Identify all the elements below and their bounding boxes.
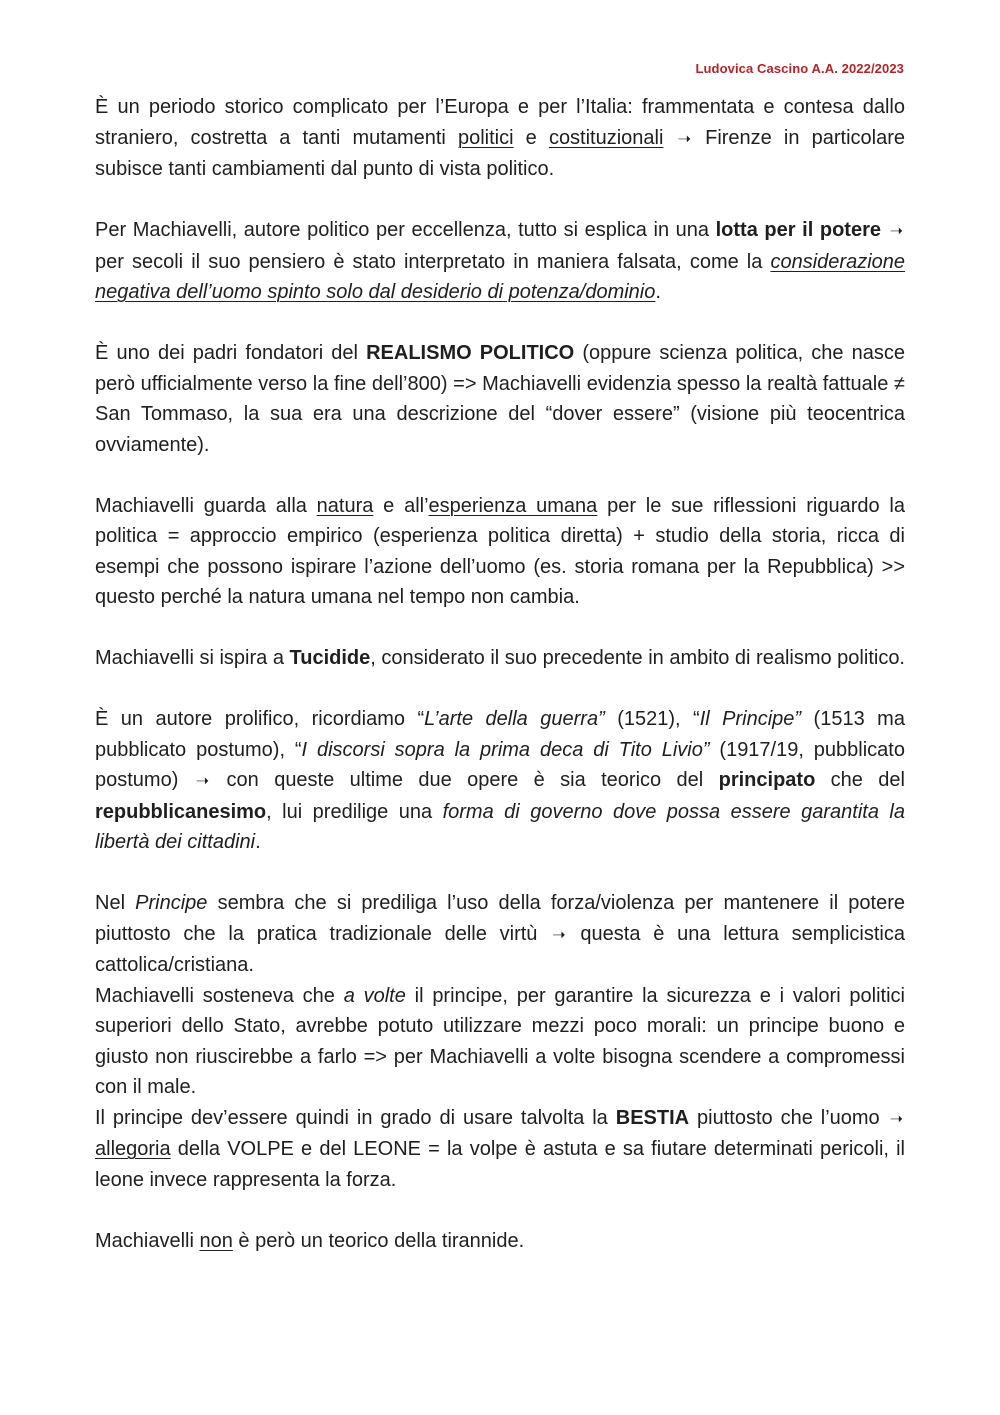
text: il principe, per garantire la sicurezza e i valori politici superiori dello Stato, avrebbe potuto utilizzare mezzi poco morali: un principe buono e giusto non riuscirebbe a farlo => per Machiavelli a volte bisogna scendere a compromessi con il male. — [95, 984, 905, 1098]
document-body — [95, 92, 905, 1256]
italic-text: I discorsi sopra la prima deca di Tito Livio” — [301, 738, 710, 761]
text: piuttosto che l’uomo — [689, 1106, 888, 1129]
text: sembra che si prediliga l’uso della forza/violenza per mantenere il potere piuttosto che la pratica tradizionale delle virtù — [95, 892, 905, 945]
italic-text: a volte — [343, 984, 406, 1007]
text: che del — [815, 769, 905, 791]
text: (1917/19, pubblicato postumo) — [95, 738, 905, 791]
text: . — [655, 281, 661, 303]
text: (1521), “ — [604, 708, 700, 730]
text: Machiavelli sosteneva che — [95, 984, 344, 1007]
bold-text: REALISMO POLITICO — [366, 342, 575, 364]
text: Per Machiavelli, autore politico per eccellenza, tutto si esplica in una — [95, 219, 716, 241]
paragraph-7 — [95, 888, 905, 981]
paragraph-9 — [95, 1103, 905, 1196]
text: , considerato il suo precedente in ambito di realismo politico. — [370, 647, 905, 669]
text: (1513 ma pubblicato postumo), “ — [95, 708, 905, 761]
underlined-italic-text: considerazione negativa dell’uomo spinto solo dal desiderio di potenza/dominio — [95, 250, 905, 303]
text: per secoli il suo pensiero è stato interpretato in maniera falsata, come la — [95, 250, 771, 273]
underlined-text: non — [199, 1229, 233, 1252]
text: della VOLPE e del LEONE = la volpe è astuta e sa fiutare determinati pericoli, il leone invece rappresenta la forza. — [95, 1138, 905, 1191]
text: Il principe dev’essere quindi in grado di usare talvolta la — [95, 1106, 616, 1129]
arrow-icon: ➝ — [552, 924, 566, 944]
underlined-text: esperienza umana — [428, 494, 598, 517]
text: con queste ultime due opere è sia teorico del — [211, 769, 719, 791]
arrow-icon: ➝ — [889, 1108, 904, 1128]
text: Machiavelli si ispira a — [95, 647, 290, 669]
text: . — [255, 831, 261, 853]
bold-text: lotta per il potere — [715, 219, 881, 241]
text: È un autore prolifico, ricordiamo “ — [95, 708, 425, 730]
paragraph-6 — [95, 704, 905, 858]
page-header: Ludovica Cascino A.A. 2022/2023 — [695, 61, 904, 76]
text: , lui predilige una — [266, 800, 443, 823]
text: per le sue riflessioni riguardo la politica = approccio empirico (esperienza politica diretta) + studio della storia, ricca di esempi che possono ispirare l’azione dell’uomo (es. storia romana per la Repubblica) >> questo perché la natura umana nel tempo non cambia. — [95, 494, 905, 608]
italic-text: Il Principe” — [699, 708, 802, 730]
not-equal-symbol: ≠ — [894, 372, 905, 395]
italic-text: L’arte della guerra” — [424, 708, 605, 730]
bold-text: BESTIA — [615, 1106, 690, 1129]
text: questa è una lettura semplicistica cattolica/cristiana. — [95, 922, 905, 976]
underlined-text: natura — [316, 494, 374, 517]
paragraph-3 — [95, 338, 905, 460]
italic-text: forma di governo dove possa essere garantita la libertà dei cittadini — [95, 800, 905, 853]
text: e all’ — [373, 494, 429, 517]
paragraph-1 — [95, 92, 905, 185]
text: È un periodo storico complicato per l’Europa e per l’Italia: frammentata e contesa dallo straniero, costretta a tanti mutamenti — [95, 96, 905, 149]
arrow-icon: ➝ — [889, 221, 903, 240]
arrow-icon: ➝ — [677, 128, 691, 148]
paragraph-5 — [95, 643, 905, 674]
text: È uno dei padri fondatori del — [95, 342, 367, 364]
arrow-icon: ➝ — [195, 771, 210, 790]
text: Nel — [95, 892, 136, 914]
text: è però un teorico della tirannide. — [232, 1229, 525, 1252]
bold-text: principato — [718, 769, 816, 791]
paragraph-10 — [95, 1226, 905, 1257]
underlined-text: costituzionali — [548, 126, 664, 149]
text: (oppure scienza politica, che nasce però ufficialmente verso la fine dell’800) => Machiavelli evidenzia spesso la realtà fattuale — [95, 342, 905, 395]
bold-text: repubblicanesimo — [95, 800, 267, 823]
paragraph-8 — [95, 981, 905, 1103]
text: Firenze in particolare subisce tanti cambiamenti dal punto di vista politico. — [95, 126, 905, 180]
underlined-text: politici — [457, 126, 514, 149]
text: San Tommaso, la sua era una descrizione del “dover essere” (visione più teocentrica ovviamente). — [95, 403, 905, 456]
italic-text: Principe — [135, 892, 208, 914]
text: e — [513, 126, 549, 149]
paragraph-2 — [95, 215, 905, 308]
underlined-text: allegoria — [95, 1138, 171, 1160]
paragraph-4 — [95, 491, 905, 613]
bold-text: Tucidide — [289, 647, 371, 669]
text: Machiavelli — [95, 1229, 200, 1252]
text: Machiavelli guarda alla — [95, 494, 317, 517]
